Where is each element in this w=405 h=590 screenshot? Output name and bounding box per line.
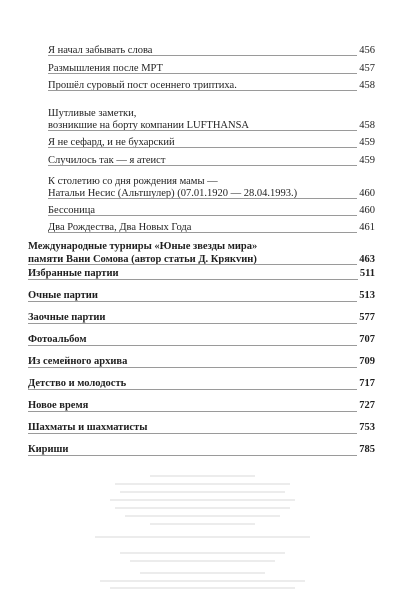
toc-entry-page: 460 [359,188,375,199]
toc-entry-page: 457 [359,63,375,74]
toc-section-page: 785 [359,444,375,455]
toc-section-page: 753 [359,422,375,433]
toc-section-title: Из семейного архива [28,356,128,367]
toc-entry-page: 459 [359,137,375,148]
toc-section-title: Международные турниры «Юные звезды мира» [28,241,258,252]
toc-entry-title: Два Рождества, Два Новых Года [48,222,192,233]
toc-entry-page: 456 [359,45,375,56]
toc-section-title: Очные партии [28,290,98,301]
toc-section-page: 513 [359,290,375,301]
toc-section-page: 717 [359,378,375,389]
toc-section-page: 709 [359,356,375,367]
toc-section-title: Заочные партии [28,312,106,323]
toc-section-page: 707 [359,334,375,345]
toc-entry-title: Прошёл суровый пост осеннего триптиха. [48,80,237,91]
toc-entry-page: 458 [359,120,375,131]
toc-entry-title-line-2: возникшие на борту компании LUFTHANSA [48,120,249,131]
toc-section-title-line-2: памяти Вани Сомова (автор статьи Д. Крякvин) [28,254,257,265]
toc-section-page: 463 [359,254,375,265]
toc-entry-page: 458 [359,80,375,91]
toc-entry-page: 460 [359,205,375,216]
toc-entry-title: Бессоница [48,205,96,216]
toc-section-title: Шахматы и шахматисты [28,422,148,433]
toc-entry-title: Случилось так — я атеист [48,155,166,166]
toc-entry-title: К столетию со дня рождения мамы — [48,176,218,187]
toc-entry-title: Размышления после МРТ [48,63,163,74]
toc-section-title: Избранные партии [28,268,119,279]
toc-section-page: 727 [359,400,375,411]
toc-section-title: Кириши [28,444,69,455]
toc-entry-page: 459 [359,155,375,166]
toc-section-page: 577 [359,312,375,323]
toc-section-title: Детство и молодость [28,378,127,389]
toc-entry-title: Я не сефард, и не бухарский [48,137,175,148]
toc-section-page: 511 [359,268,375,279]
toc-section-title: Фотоальбом [28,334,87,345]
toc-entry-title: Я начал забывать слова [48,45,153,56]
toc-section-title: Новое время [28,400,89,411]
toc-entry-title-line-2: Натальи Несис (Альтшулер) (07.01.1920 — 28.04.1993.) [48,188,298,199]
toc-entry-title: Шутливые заметки, [48,108,137,119]
toc-entry-page: 461 [359,222,375,233]
